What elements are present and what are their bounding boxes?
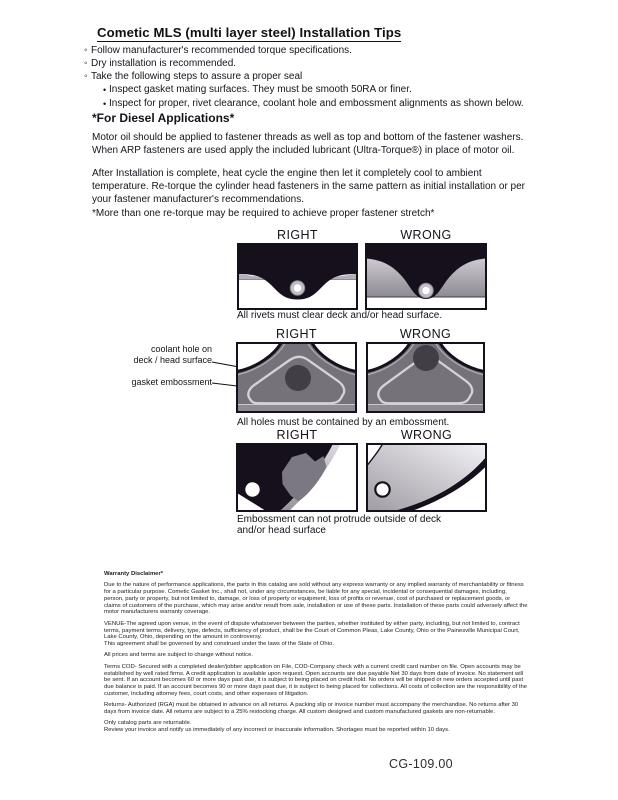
bolt-hole-icon xyxy=(245,482,259,496)
row1-right-label: RIGHT xyxy=(277,228,318,242)
row3-caption-line1: Embossment can not protrude outside of deck xyxy=(237,514,442,525)
embossment-right-diagram xyxy=(236,342,357,413)
page-code: CG-109.00 xyxy=(389,757,453,771)
coolant-hole-icon xyxy=(413,345,439,371)
rivet-wrong-diagram xyxy=(365,243,487,310)
row1-caption: All rivets must clear deck and/or head surface. xyxy=(237,310,443,321)
coolant-hole-icon xyxy=(285,365,311,391)
legal-paragraph-warranty: Due to the nature of performance applications, the parts in this catalog are sold without any express warranty or any implied warranty of merchantability or fitness for a particular purpose. Cometic Gasket Inc., shall not, under any circumstances, be liable for any special, incidental or consequential damages, including, person, party or property, but not limited to, damage, or loss of property or equipment, loss of profits or revenue, cost of purchased or replacement goods, or claims of customers of the purchase, which may arise and/or result from sale, installation or use of these parts. Installation of these parts could adversely affect the motor manufacturers warranty coverage. xyxy=(104,582,528,616)
coolant-hole-label-line1: coolant hole on xyxy=(150,344,212,354)
legal-paragraph-catalog: Only catalog parts are returnable. xyxy=(104,720,192,727)
protrusion-wrong-diagram xyxy=(366,443,487,512)
legal-paragraph-terms: Terms COD- Secured with a completed dealer/jobber application on File, COD-Company check with a current credit card number on file. Open accounts may be established by well rated firms. A credit application is available upon request. Open accounts are due payable Net 30 days from date of invoice. No statement will be sent. If an account becomes 60 or more days past due, it is subject to being placed on credit hold. No orders will be shipped or new orders accepted until past due balance is paid. If an account becomes 90 or more days past due, it is subject to being placed for collections. All costs of collection are the responsibility of the customer, including attorney fees, court costs, and other expenses of litigation. xyxy=(104,663,528,697)
gasket-embossment-label: gasket embossment xyxy=(131,377,212,387)
retorque-note: *More than one re-torque may be required to achieve proper fastener stretch* xyxy=(92,208,435,219)
tip-item xyxy=(84,58,524,71)
row2-right-label: RIGHT xyxy=(276,327,317,341)
legal-section xyxy=(104,571,528,738)
row3-wrong-label: WRONG xyxy=(400,428,453,442)
coolant-hole-label xyxy=(110,344,212,365)
tip-text: Follow manufacturer's recommended torque specifications. xyxy=(91,45,352,56)
diesel-heading: *For Diesel Applications* xyxy=(92,111,235,125)
sub-tip-item xyxy=(103,84,524,98)
embossment-wrong-diagram xyxy=(366,342,485,413)
tip-item xyxy=(84,71,524,84)
rivet-icon xyxy=(290,281,304,295)
circle-bullet-icon xyxy=(84,58,91,71)
page-title: Cometic MLS (multi layer steel) Installation Tips xyxy=(97,25,402,40)
tips-list xyxy=(84,45,524,112)
tip-text: Take the following steps to assure a proper seal xyxy=(91,70,303,82)
row1-wrong-label: WRONG xyxy=(400,228,452,242)
circle-bullet-icon xyxy=(84,45,91,58)
protrusion-right-diagram xyxy=(236,443,358,512)
rivet-icon xyxy=(419,283,433,297)
tip-text: Dry installation is recommended. xyxy=(91,57,237,69)
diesel-paragraph-1: Motor oil should be applied to fastener threads as well as top and bottom of the fastener washers. When ARP fasteners are used apply the included lubricant (Ultra-Torque®) in place of motor oil. xyxy=(92,132,524,157)
rivet-right-diagram xyxy=(237,243,358,310)
bolt-hole-icon xyxy=(375,482,389,496)
row3-right-label: RIGHT xyxy=(276,428,318,442)
warranty-disclaimer-heading: Warranty Disclaimer* xyxy=(104,571,164,577)
sub-tip-item xyxy=(103,98,524,112)
row2-wrong-label: WRONG xyxy=(399,327,452,341)
tip-item xyxy=(84,45,524,58)
legal-paragraph-venue: VENUE-The agreed upon venue, in the event of dispute whatsoever between the parties, whether instituted by either party, including, but not limited to, contract terms, payment terms, delivery, type, defects, sufficiency of product, shall be the Court of Common Pleas, Lake County, Ohio or the Painesville Municipal Court, Lake County, Ohio, depending on the amount in controversy. xyxy=(104,620,520,641)
row2-caption: All holes must be contained by an embossment. xyxy=(237,417,450,428)
coolant-hole-label-line2: deck / head surface xyxy=(133,354,212,365)
diesel-paragraph-2: After Installation is complete, heat cycle the engine then let it completely cool to ambient temperature. Re-torque the cylinder head fasteners in the same pattern as initial installation or per your fastener manufacturer's recommendations. xyxy=(92,168,526,206)
legal-paragraph-prices: All prices and terms are subject to change without notice. xyxy=(104,652,253,659)
legal-paragraph-governing: This agreement shall be governed by and construed under the laws of the State of Ohio. xyxy=(104,641,334,648)
circle-bullet-icon xyxy=(84,71,91,84)
tip-text: Inspect gasket mating surfaces. They must be smooth 50RA or finer. xyxy=(109,83,412,95)
tip-text: Inspect for proper, rivet clearance, coolant hole and embossment alignments as shown below. xyxy=(109,97,524,109)
legal-paragraph-review: Review your invoice and notify us immediately of any incorrect or inaccurate information. Shortages must be reported within 10 days. xyxy=(104,727,450,734)
legal-paragraph-returns: Returns- Authorized (RGA) must be obtained in advance on all returns. A packing slip or invoice number must accompany the merchandise. No returns after 30 days from invoice date. All returns are subject to a 25% restocking charge. All custom designed and custom manufactured gaskets are non-returnable. xyxy=(104,702,519,716)
row3-caption-line2: and/or head surface xyxy=(237,525,326,536)
